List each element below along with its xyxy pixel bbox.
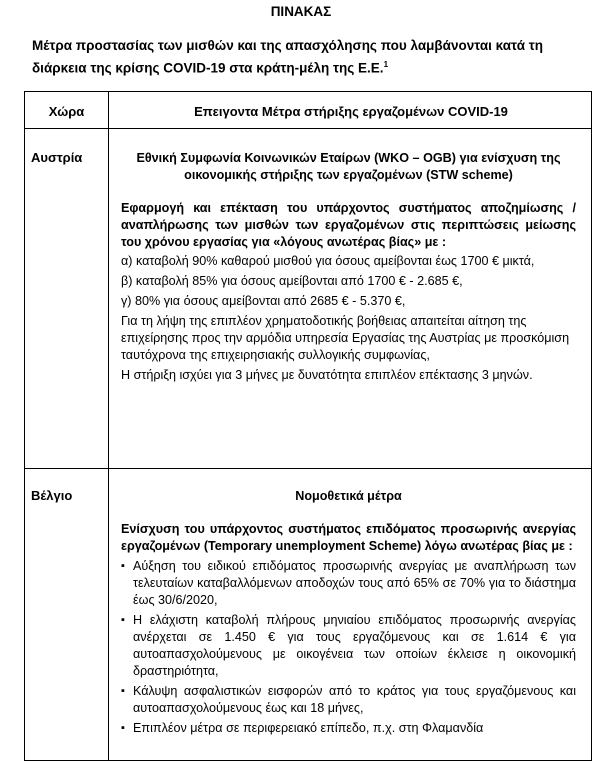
header-country: Χώρα	[48, 104, 85, 119]
belgium-bullet: ▪ Επιπλέον μέτρα σε περιφερειακό επίπεδο, π.χ. στη Φλαμανδία	[121, 720, 576, 737]
column-divider	[108, 92, 109, 760]
document-subtitle	[32, 36, 572, 78]
row-divider	[25, 468, 591, 469]
belgium-bullet-list	[121, 558, 576, 737]
belgium-bullet: ▪ Κάλυψη ασφαλιστικών εισφορών από το κράτος για τους εργαζόμενους και αυτοαπασχολούμενους έως και 18 μήνες,	[121, 683, 576, 717]
austria-item-b: β) καταβολή 85% για όσους αμείβονται από 1700 € - 2.685 €,	[121, 274, 463, 288]
belgium-subheading: Ενίσχυση του υπάρχοντος συστήματος επιδόματος προσωρινής ανεργίας εργαζομένων (Temporary unemployment Scheme) λόγω ανωτέρας βίας με :	[121, 522, 576, 553]
austria-subheading: Εφαρμογή και επέκταση του υπάρχοντος συστήματος αποζημίωσης / αναπλήρωσης των μισθών των εργαζομένων στις περιπτώσεις μείωσης του χρόνου εργασίας για «λόγους ανωτέρας βίας» με :	[121, 201, 576, 249]
belgium-bullet: ▪ Αύξηση του ειδικού επιδόματος προσωρινής ανεργίας με αναπλήρωση των τελευταίων καταβαλλόμενων αποδοχών τους από 65% σε 70% για το διάστημα έως 30/6/2020,	[121, 558, 576, 609]
belgium-bullet: ▪ Η ελάχιστη καταβολή πλήρους μηνιαίου επιδόματος προσωρινής ανεργίας ανέρχεται σε 1.450 € για τους εργαζόμενους και σε 1.614 € για αυτοαπασχολούμενους με οικογένεια των οποίων έκλεισε η οικονομική δραστηριότητα,	[121, 612, 576, 680]
subtitle-text: Μέτρα προστασίας των μισθών και της απασχόλησης που λαμβάνονται κατά τη διάρκεια της κρίσης COVID-19 στα κράτη-μέλη της Ε.Ε.	[32, 38, 544, 76]
country-austria: Αυστρία	[31, 150, 83, 165]
measures-table	[24, 91, 592, 761]
header-measures: Επειγοντα Μέτρα στήριξης εργαζομένων COVID-19	[194, 104, 508, 119]
country-belgium: Βέλγιο	[31, 488, 73, 503]
belgium-measures	[121, 488, 576, 737]
footnote-mark: 1	[383, 60, 389, 69]
austria-measures	[121, 150, 576, 384]
austria-item-a: α) καταβολή 90% καθαρού μισθού για όσους αμείβονται έως 1700 € μικτά,	[121, 254, 535, 268]
austria-item-c: γ) 80% για όσους αμείβονται από 2685 € - 5.370 €,	[121, 294, 406, 308]
austria-duration: Η στήριξη ισχύει για 3 μήνες με δυνατότητα επιπλέον επέκτασης 3 μηνών.	[121, 368, 533, 382]
austria-requirement: Για τη λήψη της επιπλέον χρηματοδοτικής βοήθειας απαιτείται αίτηση της επιχείρησης προς την αρμόδια υπηρεσία Εργασίας της Αυστρίας με προσκόμιση ταυτόχρονα της επιχειρησιακής συλλογικής συμφωνίας,	[121, 314, 570, 362]
page-title: ΠΙΝΑΚΑΣ	[270, 4, 332, 19]
header-divider	[25, 128, 591, 129]
belgium-heading: Νομοθετικά μέτρα	[295, 489, 402, 503]
austria-heading: Εθνική Συμφωνία Κοινωνικών Εταίρων (WKO – OGB) για ενίσχυση της οικονομικής στήριξης των εργαζομένων (STW scheme)	[136, 151, 561, 182]
